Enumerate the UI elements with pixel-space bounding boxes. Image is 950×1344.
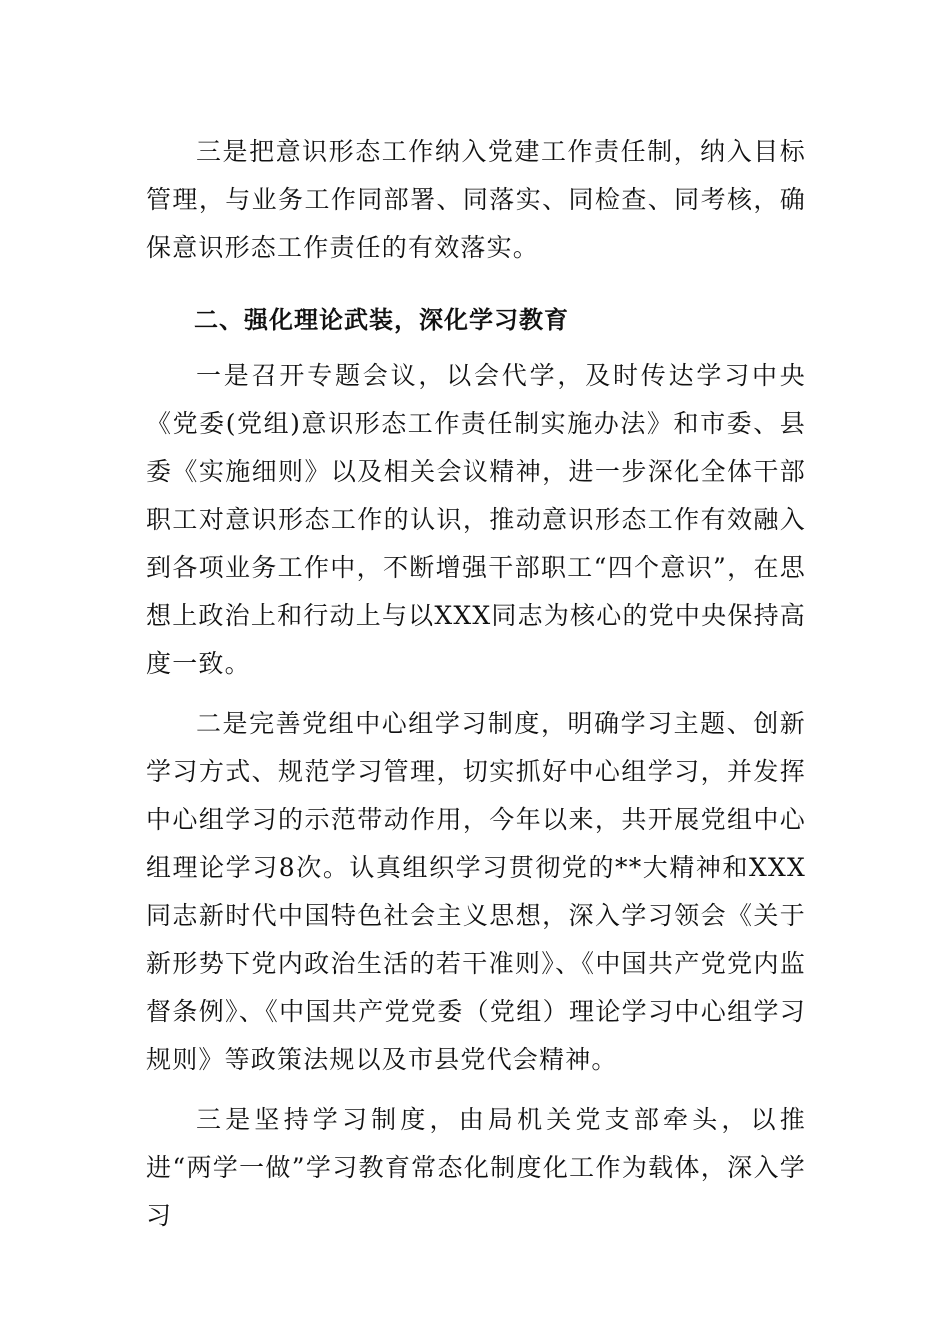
paragraph-responsibility: 三是把意识形态工作纳入党建工作责任制，纳入目标管理，与业务工作同部署、同落实、同检查、同考核，确保意识形态工作责任的有效落实。: [146, 137, 806, 262]
paragraph-central-group-study: 二是完善党组中心组学习制度，明确学习主题、创新学习方式、规范学习管理，切实抓好中心组学习，并发挥中心组学习的示范带动作用，今年以来，共开展党组中心组理论学习8次。认真组织学习贯彻党的**大精神和XXX同志新时代中国特色社会主义思想，深入学习领会《关于新形势下党内政治生活的若干准则》、《中国共产党党内监督条例》、《中国共产党党委（党组）理论学习中心组学习规则》等政策法规以及市县党代会精神。: [146, 709, 806, 1074]
paragraph-gap: [146, 688, 806, 700]
document-body: [146, 128, 806, 1240]
paragraph-study-system: 三是坚持学习制度，由局机关党支部牵头，以推进“两学一做”学习教育常态化制度化工作为载体，深入学习: [146, 1105, 806, 1230]
paragraph-gap: [146, 272, 806, 284]
paragraph-special-meeting: 一是召开专题会议，以会代学，及时传达学习中央《党委(党组)意识形态工作责任制实施办法》和市委、县委《实施细则》以及相关会议精神，进一步深化全体干部职工对意识形态工作的认识，推动意识形态工作有效融入到各项业务工作中，不断增强干部职工“四个意识”，在思想上政治上和行动上与以XXX同志为核心的党中央保持高度一致。: [146, 361, 806, 678]
paragraph-gap: [146, 1084, 806, 1096]
section-heading: 二、强化理论武装，深化学习教育: [194, 306, 569, 334]
